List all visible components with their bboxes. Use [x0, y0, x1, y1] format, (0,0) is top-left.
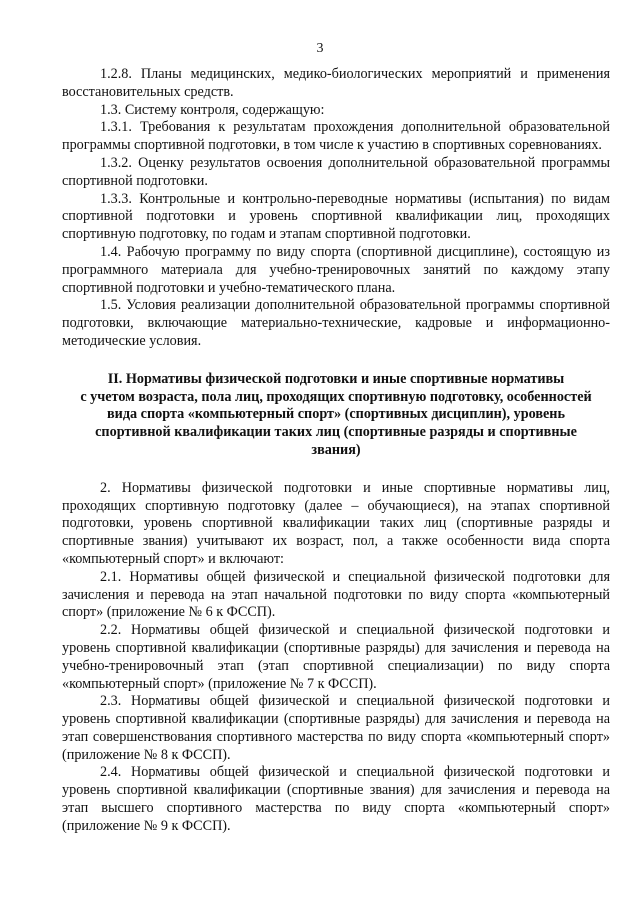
paragraph-1-5: 1.5. Условия реализации дополнительной образовательной программы спортивной подготовки, включающие материально-технические, кадровые и информационно-методические условия. — [62, 297, 610, 349]
paragraph-2-2: 2.2. Нормативы общей физической и специальной физической подготовки и уровень спортивной квалификации (спортивные разряды) для зачисления и перевода на учебно-тренировочный этап (этап спортивной специализации) по виду спорта «компьютерный спорт» (приложение № 7 к ФССП). — [62, 622, 610, 692]
section-heading-line: с учетом возраста, пола лиц, проходящих спортивную подготовку, особенностей — [80, 388, 592, 405]
section-heading-line: II. Нормативы физической подготовки и иные спортивные нормативы — [107, 370, 565, 387]
section-heading-line: спортивной квалификации таких лиц (спортивные разряды и спортивные — [95, 424, 577, 441]
paragraph-1-4: 1.4. Рабочую программу по виду спорта (спортивной дисциплине), состоящую из программного материала для учебно-тренировочных занятий по каждому этапу спортивной подготовки и учебно-тематического плана. — [62, 243, 610, 296]
paragraph-2-4: 2.4. Нормативы общей физической и специальной физической подготовки и уровень спортивной квалификации (спортивные звания) для зачисления и перевода на этап высшего спортивного мастерства по виду спорта «компьютерный спорт» (приложение № 9 к ФССП). — [62, 764, 610, 834]
paragraph-1-2-8: 1.2.8. Планы медицинских, медико-биологических мероприятий и применения восстановительных средств. — [62, 66, 610, 100]
section-heading-line: вида спорта «компьютерный спорт» (спортивных дисциплин), уровень — [107, 406, 565, 423]
section-heading — [62, 371, 610, 460]
paragraph-1-3-3: 1.3.3. Контрольные и контрольно-переводные нормативы (испытания) по видам спортивной подготовки и уровень спортивной квалификации лиц, проходящих спортивную подготовку, по годам и этапам спортивной подготовки. — [62, 190, 610, 243]
document-body — [62, 66, 610, 836]
paragraph-1-3-2: 1.3.2. Оценку результатов освоения дополнительной образовательной программы спортивной подготовки. — [62, 154, 610, 189]
section-heading-line: звания) — [311, 441, 361, 458]
paragraph-2-1: 2.1. Нормативы общей физической и специальной физической подготовки для зачисления и перевода на этап начальной подготовки по виду спорта «компьютерный спорт» (приложение № 6 к ФССП). — [62, 568, 610, 621]
paragraph-1-3-1: 1.3.1. Требования к результатам прохождения дополнительной образовательной программы спортивной подготовки, в том числе к участию в спортивных соревнованиях. — [62, 119, 610, 154]
page-number: 3 — [316, 41, 324, 56]
paragraph-1-3: 1.3. Систему контроля, содержащую: — [100, 101, 325, 118]
paragraph-2: 2. Нормативы физической подготовки и иные спортивные нормативы лиц, проходящих спортивную подготовку (далее – обучающиеся), на этапах спортивной подготовки, уровень спортивной квалификации таких лиц (спортивные разряды и спортивные звания) учитывают их возраст, пол, а также особенности вида спорта «компьютерный спорт» и включают: — [62, 479, 610, 567]
paragraph-2-3: 2.3. Нормативы общей физической и специальной физической подготовки и уровень спортивной квалификации (спортивные разряды) для зачисления и перевода на этап совершенствования спортивного мастерства по виду спорта «компьютерный спорт» (приложение № 8 к ФССП). — [62, 693, 610, 763]
